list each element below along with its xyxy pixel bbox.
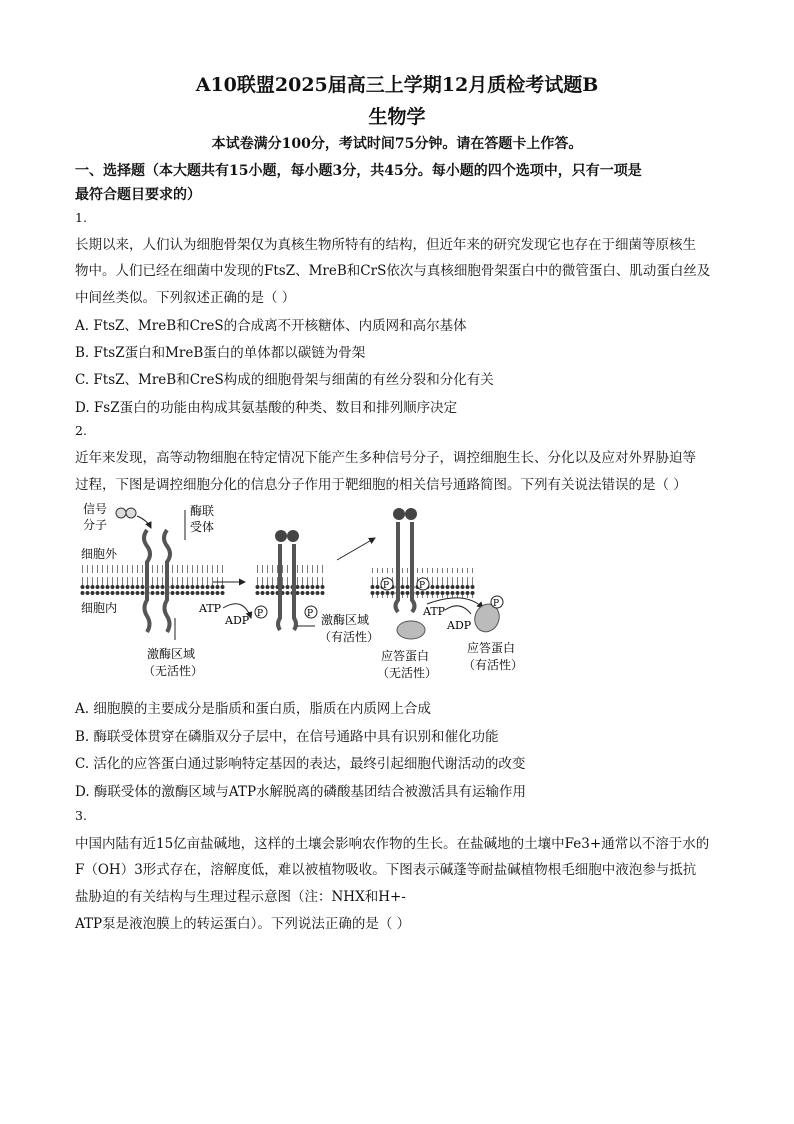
subject-title: 生物学	[368, 106, 426, 128]
q1-number: 1.	[75, 210, 87, 225]
phosphate-label: P	[383, 581, 390, 591]
response-inactive-label: 应答蛋白	[381, 649, 430, 663]
activation-arrow	[445, 606, 471, 614]
receptor-monomer	[412, 522, 415, 612]
q1-option-a: A. FtsZ、MreB和CreS的合成离不开核糖体、内质网和高尔基体	[75, 318, 467, 334]
kinase-active-label: 激酶区域	[321, 613, 370, 627]
kinase-active-label: （有活性）	[319, 630, 380, 644]
q3-number: 3.	[75, 808, 87, 823]
membrane-segment	[80, 565, 225, 595]
q3-stem-line: 盐胁迫的有关结构与生理过程示意图（注：NHX和H+-	[75, 889, 406, 905]
q1-option-b: B. FtsZ蛋白和MreB蛋白的单体都以碳链为骨架	[75, 345, 366, 361]
adp-label: ADP	[447, 619, 472, 632]
q1-stem-line: 长期以来，人们认为细胞骨架仅为真核生物所特有的结构，但近年来的研究发现它也存在于细菌等原核生	[75, 237, 696, 253]
q2-option-c: C. 活化的应答蛋白通过影响特定基因的表达，最终引起细胞代谢活动的改变	[75, 756, 526, 772]
response-inactive-label: （无活性）	[377, 666, 438, 680]
signal-pathway-figure	[75, 500, 535, 690]
q3-stem-line: ATP泵是液泡膜上的转运蛋白）。下列说法正确的是（ ）	[75, 916, 411, 932]
signal-molecule-icon	[116, 508, 126, 518]
exam-instructions: 本试卷满分100分，考试时间75分钟。请在答题卡上作答。	[211, 136, 583, 152]
section-heading-line2: 最符合题目要求的）	[75, 187, 201, 203]
q2-stem-line: 近年来发现，高等动物细胞在特定情况下能产生多种信号分子，调控细胞生长、分化以及应对外界胁迫等	[75, 450, 696, 466]
response-active-label: 应答蛋白	[467, 641, 516, 655]
q2-option-b: B. 酶联受体贯穿在磷脂双分子层中，在信号通路中具有识别和催化功能	[75, 729, 499, 745]
kinase-inactive-label: （无活性）	[143, 664, 204, 678]
membrane-segment	[255, 565, 325, 595]
q2-option-d: D. 酶联受体的激酶区域与ATP水解脱离的磷酸基团结合被激活具有运输作用	[75, 784, 527, 800]
phosphate-label: P	[307, 609, 314, 619]
response-active-label: （有活性）	[463, 658, 524, 672]
response-protein-inactive	[397, 621, 425, 639]
q3-stem-line: 中国内陆有近15亿亩盐碱地，这样的土壤会影响农作物的生长。在盐碱地的土壤中Fe3+通常以不溶于水的	[75, 836, 710, 852]
exam-title: A10联盟2025届高三上学期12月质检考试题B	[195, 74, 599, 96]
q1-option-c: C. FtsZ、MreB和CreS构成的细胞骨架与细菌的有丝分裂和分化有关	[75, 372, 494, 388]
receptor-monomer	[294, 544, 296, 630]
bound-signal-icon	[287, 530, 299, 542]
process-arrow	[337, 538, 375, 560]
q2-option-a: A. 细胞膜的主要成分是脂质和蛋白质，脂质在内质网上合成	[75, 701, 431, 717]
bound-signal-icon	[275, 530, 287, 542]
outside-label: 细胞外	[81, 547, 118, 561]
kinase-inactive-label: 激酶区域	[147, 647, 196, 661]
signal-molecule-icon	[126, 508, 136, 518]
phosphate-label: P	[419, 581, 426, 591]
receptor-monomer	[396, 522, 399, 612]
q1-stem-line: 中间丝类似。下列叙述正确的是（ ）	[75, 290, 296, 306]
phosphate-label: P	[257, 609, 264, 619]
bound-signal-icon	[393, 508, 405, 520]
q1-stem-line: 物中。人们已经在细菌中发现的FtsZ、MreB和CrS依次与真核细胞骨架蛋白中的微管蛋白、肌动蛋白丝及	[75, 263, 711, 279]
q2-stem-line: 过程，下图是调控细胞分化的信息分子作用于靶细胞的相关信号通路简图。下列有关说法错误的是（ ）	[75, 477, 687, 493]
q2-number: 2.	[75, 423, 87, 438]
atp-label: ATP	[423, 605, 446, 618]
signal-molecule-label: 分子	[83, 518, 108, 532]
receptor-monomer	[278, 544, 280, 630]
receptor-label: 酶联	[190, 504, 215, 518]
atp-label: ATP	[199, 602, 222, 615]
binding-arrow	[137, 516, 151, 528]
q3-stem-line: F（OH）3形式存在，溶解度低，难以被植物吸收。下图表示碱蓬等耐盐碱植物根毛细胞中液泡参与抵抗	[75, 862, 697, 878]
phosphate-label: P	[493, 599, 500, 609]
adp-label: ADP	[225, 614, 250, 627]
inside-label: 细胞内	[81, 601, 118, 615]
section-heading-line1: 一、选择题（本大题共有15小题，每小题3分，共45分。每小题的四个选项中，只有一项是	[75, 163, 642, 179]
bound-signal-icon	[405, 508, 417, 520]
signal-molecule-label: 信号	[83, 502, 108, 516]
q1-option-d: D. FsZ蛋白的功能由构成其氨基酸的种类、数目和排列顺序决定	[75, 400, 458, 416]
receptor-label: 受体	[190, 520, 215, 534]
